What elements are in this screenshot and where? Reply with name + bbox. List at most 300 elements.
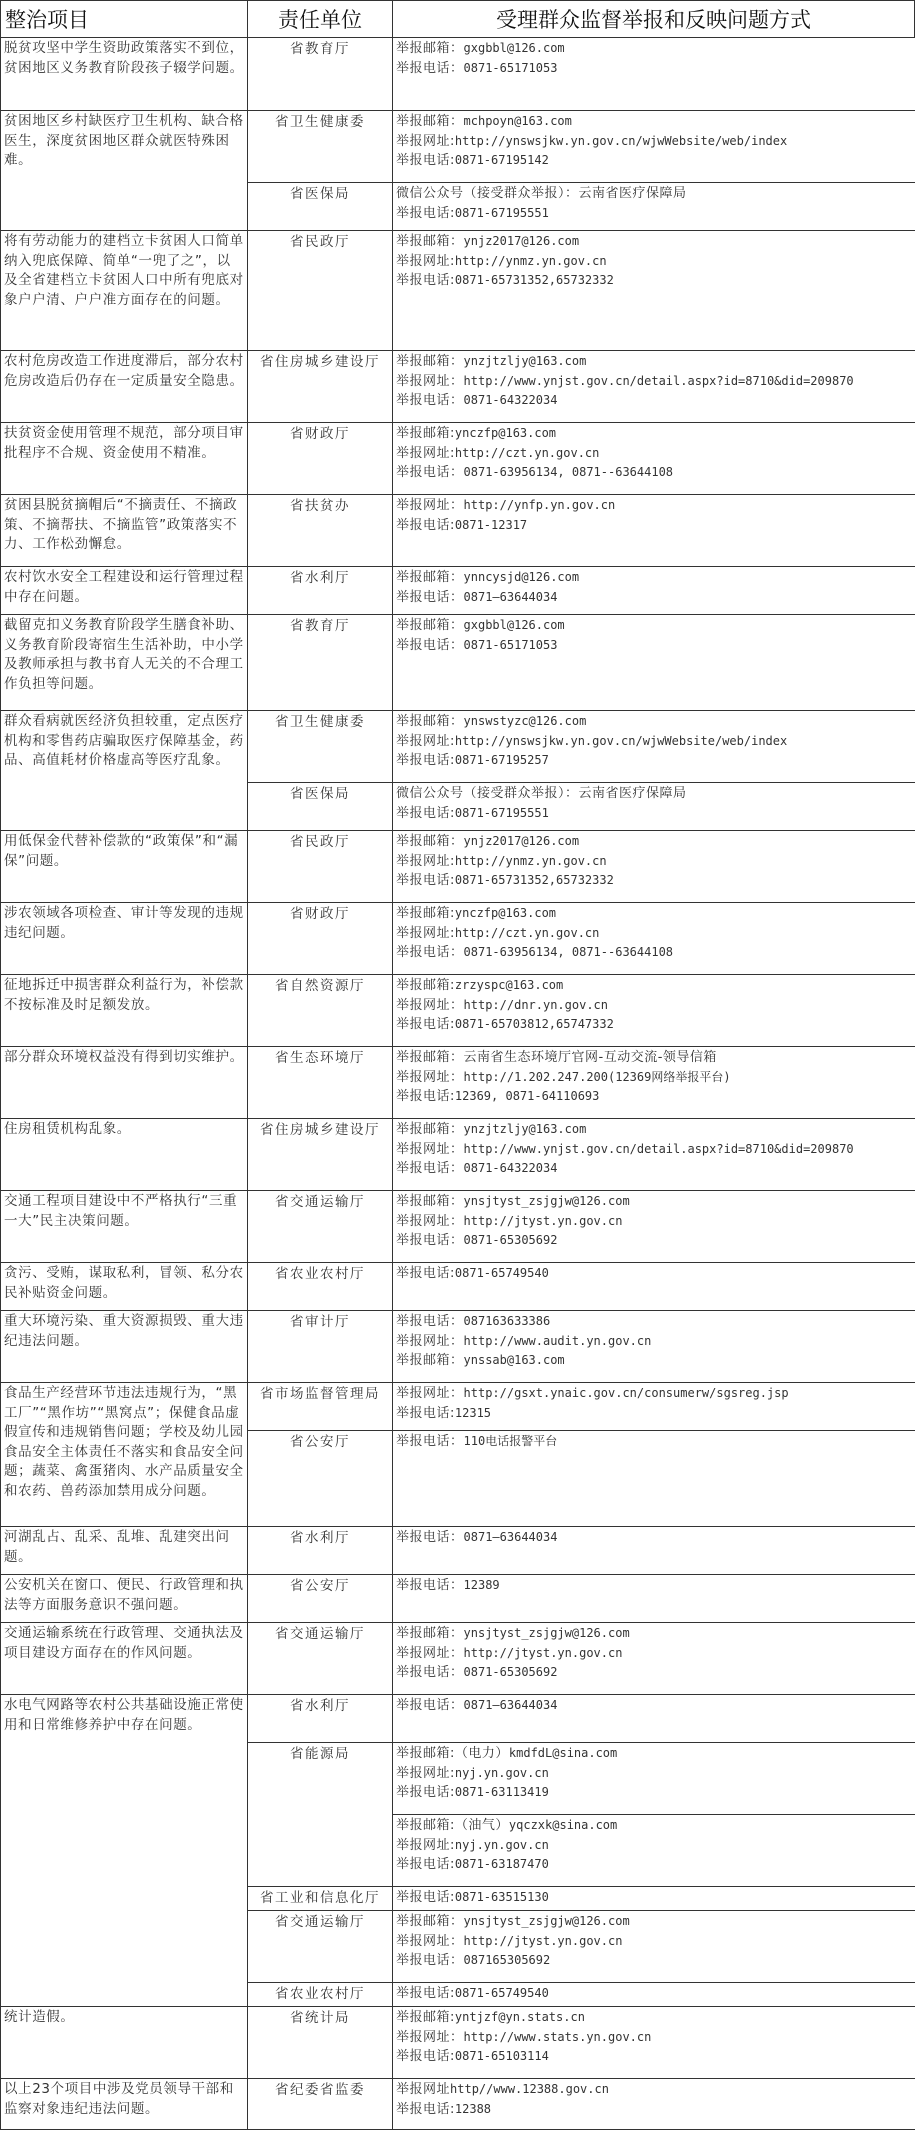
contact-link[interactable]: http://www.ynjst.gov.cn/detail.aspx?id=8710&did=209870	[463, 1141, 854, 1156]
rectification-item: 水电气网路等农村公共基础设施正常使用和日常维修养护中存在问题。	[0, 1694, 248, 2007]
contact-info	[392, 2006, 915, 2079]
contact-value: 0871-67195551	[454, 205, 549, 220]
contact-label: 举报电话:	[396, 1785, 455, 1800]
contact-value: 0871—63644034	[463, 589, 558, 604]
contact-line	[396, 1159, 912, 1179]
contact-value: 0871—63644034	[463, 1698, 558, 1712]
contact-value: 087165305692	[463, 1953, 551, 1967]
rectification-item: 交通工程项目建设中不严格执行“三重一大”民主决策问题。	[0, 1190, 248, 1263]
contact-label: 举报电话:	[396, 2101, 455, 2117]
contact-label: 举报电话：	[396, 1953, 464, 1968]
contact-value: 0871-12317	[454, 517, 528, 532]
contact-link[interactable]: ynzjtzljy@163.com	[463, 354, 587, 368]
contact-value: 0871-65171053	[463, 637, 558, 652]
contact-line	[396, 732, 912, 752]
contact-line	[396, 1264, 912, 1284]
contact-line	[396, 588, 912, 608]
contact-label: 举报邮箱：	[396, 570, 464, 585]
contact-link[interactable]: mchpoyn@163.com	[463, 114, 572, 128]
contact-link[interactable]: gxgbbl@126.com	[463, 618, 565, 632]
contact-label: 举报网址：	[396, 1333, 464, 1349]
responsible-unit: 省公安厅	[247, 1574, 393, 1623]
contact-line	[396, 1663, 912, 1683]
header-item: 整治项目	[0, 0, 248, 38]
responsible-unit: 省能源局	[247, 1742, 393, 1887]
contact-info	[392, 782, 915, 831]
contact-label: 举报电话:	[396, 1857, 455, 1872]
contact-label: 举报网址:	[396, 853, 455, 869]
contact-link[interactable]: http://www.stats.yn.gov.cn	[463, 2029, 652, 2044]
contact-line	[396, 1212, 912, 1232]
contact-value: 0871-63956134, 0871--63644108	[463, 465, 674, 479]
contact-value: 0871-65171053	[463, 60, 558, 75]
contact-label: 举报电话：	[396, 1665, 464, 1680]
contact-label: 举报电话:	[396, 753, 455, 768]
contact-line	[396, 904, 912, 924]
contact-line	[396, 1192, 912, 1212]
rectification-item: 农村饮水安全工程建设和运行管理过程中存在问题。	[0, 566, 248, 615]
contact-link[interactable]: http://ynswsjkw.yn.gov.cn/wjwWebsite/web/index	[454, 733, 788, 748]
responsible-unit: 省教育厅	[247, 614, 393, 711]
contact-value: 0871-65749540	[454, 1986, 549, 2000]
contact-label: 举报邮箱：	[396, 1194, 464, 1209]
contact-line	[396, 2028, 912, 2048]
contact-label: 举报电话:	[396, 805, 455, 821]
contact-link[interactable]: http://ynswsjkw.yn.gov.cn/wjwWebsite/web/index	[454, 133, 788, 148]
contact-link[interactable]: ynjz2017@126.com	[463, 234, 580, 248]
contact-link[interactable]: ynzjtzljy@163.com	[463, 1122, 587, 1136]
responsible-unit: 省农业农村厅	[247, 1982, 393, 2007]
contact-label: 举报电话：	[396, 1698, 464, 1713]
contact-info	[392, 1886, 915, 1911]
contact-info	[392, 1574, 915, 1623]
contact-info	[392, 1046, 915, 1119]
contact-info	[392, 422, 915, 495]
contact-value: 0871-67195551	[454, 805, 549, 820]
contact-value: 0871-65731352,65732332	[454, 273, 614, 287]
responsible-unit: 省扶贫办	[247, 494, 393, 567]
contact-info	[392, 350, 915, 423]
contact-line	[396, 996, 912, 1016]
contact-label: 举报邮箱：	[396, 41, 464, 56]
contact-info	[392, 2078, 915, 2130]
contact-line	[396, 1912, 912, 1932]
contact-line	[396, 712, 912, 732]
contact-link[interactable]: ynczfp@163.com	[454, 426, 557, 440]
contact-label: 微信公众号（接受群众举报）：云南省医疗保障局	[396, 186, 687, 201]
contact-label: 举报邮箱：	[396, 714, 464, 729]
contact-label: 举报邮箱：	[396, 1914, 464, 1929]
contact-label: 举报网址：	[396, 373, 464, 389]
contact-link[interactable]: ynczfp@163.com	[454, 906, 557, 920]
responsible-unit: 省公安厅	[247, 1430, 393, 1527]
contact-value: 12388	[454, 2101, 492, 2116]
contact-link[interactable]: ynssab@163.com	[463, 1353, 565, 1367]
contact-link[interactable]: http://jtyst.yn.gov.cn	[463, 1213, 623, 1228]
contact-line	[396, 424, 912, 444]
contact-label: 举报邮箱：	[396, 114, 464, 129]
contact-label: 举报电话：	[396, 945, 464, 960]
contact-label: 举报邮箱:（电力）	[396, 1746, 509, 1761]
responsible-unit: 省水利厅	[247, 566, 393, 615]
contact-info	[392, 1526, 915, 1575]
contact-label: 举报网址：	[396, 1645, 464, 1661]
contact-link[interactable]: http://dnr.yn.gov.cn	[463, 997, 609, 1012]
contact-label: 举报邮箱：	[396, 234, 464, 249]
contact-value: 0871-65305692	[463, 1233, 558, 1247]
header-unit: 责任单位	[247, 0, 393, 38]
contact-label: 举报电话:	[396, 517, 455, 533]
contact-value: 087163633386	[463, 1314, 551, 1328]
contact-line	[396, 1231, 912, 1251]
contact-label: 举报电话:	[396, 2049, 455, 2064]
contact-value: 0871—63644034	[463, 1530, 558, 1544]
contact-link[interactable]: http//www.12388.gov.cn	[450, 2082, 609, 2096]
responsible-unit: 省教育厅	[247, 37, 393, 111]
contact-info	[392, 1382, 915, 1431]
contact-line	[396, 516, 912, 536]
contact-line	[396, 1624, 912, 1644]
rectification-item: 河湖乱占、乱采、乱堆、乱建突出问题。	[0, 1526, 248, 1575]
contact-line	[396, 496, 912, 516]
contact-line	[396, 832, 912, 852]
contact-label: 举报电话：	[396, 1530, 464, 1545]
contact-line	[396, 463, 912, 483]
contact-line	[396, 636, 912, 656]
contact-label: 举报电话：	[396, 1578, 464, 1593]
contact-line	[396, 1528, 912, 1548]
contact-link[interactable]: zrzyspc@163.com	[454, 978, 564, 992]
contact-line	[396, 1087, 912, 1107]
contact-line	[396, 1816, 912, 1836]
contact-link[interactable]: http://ynmz.yn.gov.cn	[454, 853, 607, 868]
responsible-unit: 省交通运输厅	[247, 1622, 393, 1695]
contact-label: 举报电话:	[396, 1266, 455, 1281]
contact-line	[396, 59, 912, 79]
contact-line	[396, 352, 912, 372]
contact-line	[396, 39, 912, 59]
contact-line	[396, 1644, 912, 1664]
rectification-item: 食品生产经营环节违法违规行为，“黑工厂”“黑作坊”“黑窝点”；保健食品虚假宣传和违规销售问题；学校及幼儿园食品安全主体责任不落实和食品安全问题；蔬菜、禽蛋猪肉、水产品质量安全和农药、兽药添加禁用成分问题。	[0, 1382, 248, 1527]
contact-label: 举报邮箱:	[396, 906, 455, 921]
responsible-unit: 省卫生健康委	[247, 110, 393, 183]
contact-info	[392, 1310, 915, 1383]
responsible-unit: 省工业和信息化厅	[247, 1886, 393, 1911]
contact-line	[396, 1048, 912, 1068]
contact-line	[396, 1120, 912, 1140]
contact-line	[396, 2047, 912, 2067]
contact-info	[392, 1190, 915, 1263]
responsible-unit: 省交通运输厅	[247, 1190, 393, 1263]
contact-link[interactable]: http://czt.yn.gov.cn	[454, 925, 600, 940]
contact-info	[392, 230, 915, 351]
contact-info	[392, 1430, 915, 1527]
contact-value: 0871-65305692	[463, 1665, 558, 1679]
contact-info	[392, 1262, 915, 1311]
contact-link[interactable]: yqczxk@sina.com	[508, 1818, 618, 1832]
responsible-unit: 省医保局	[247, 782, 393, 831]
contact-label: 举报邮箱：	[396, 618, 464, 633]
contact-link[interactable]: http://jtyst.yn.gov.cn	[463, 1933, 623, 1948]
contact-label: 举报网址:	[396, 733, 455, 749]
contact-label: 举报网址：	[396, 997, 464, 1013]
contact-line	[396, 204, 912, 224]
contact-label: 举报网址：	[396, 1933, 464, 1949]
contact-link[interactable]: ynsjtyst_zsjgjw@126.com	[463, 1626, 630, 1640]
contact-value: 12369, 0871-64110693	[454, 1089, 600, 1103]
rectification-item: 脱贫攻坚中学生资助政策落实不到位，贫困地区义务教育阶段孩子辍学问题。	[0, 37, 248, 111]
contact-line	[396, 976, 912, 996]
contact-label: 举报电话：	[396, 465, 464, 480]
contact-value: 0871-64322034	[463, 393, 558, 407]
contact-info	[392, 1982, 915, 2007]
responsible-unit: 省自然资源厅	[247, 974, 393, 1047]
contact-link[interactable]: http://ynfp.yn.gov.cn	[463, 498, 616, 512]
contact-line	[396, 184, 912, 204]
contact-label: 举报邮箱:	[396, 426, 455, 441]
rectification-item: 截留克扣义务教育阶段学生膳食补助、义务教育阶段寄宿生生活补助，中小学及教师承担与教书育人无关的不合理工作负担等问题。	[0, 614, 248, 711]
contact-info	[392, 710, 915, 783]
contact-label: 举报邮箱：	[396, 834, 464, 849]
contact-label: 举报电话:	[396, 1986, 455, 2001]
contact-info	[392, 110, 915, 183]
contact-info	[392, 566, 915, 615]
contact-label: 举报电话:	[396, 1405, 455, 1421]
rectification-item: 统计造假。	[0, 2006, 248, 2079]
rectification-item: 将有劳动能力的建档立卡贫困人口简单纳入兜底保障、简单“一兜了之”，以及全省建档立卡贫困人口中所有兜底对象户户清、户户准方面存在的问题。	[0, 230, 248, 351]
contact-line	[396, 924, 912, 944]
contact-label: 举报电话:	[396, 205, 455, 221]
contact-line	[396, 1764, 912, 1784]
contact-label: 举报邮箱：	[396, 1626, 464, 1641]
contact-link[interactable]: nyj.yn.gov.cn	[454, 1837, 549, 1852]
contact-line	[396, 1015, 912, 1035]
contact-line	[396, 1836, 912, 1856]
contact-value: 0871-67195257	[454, 753, 549, 767]
contact-line	[396, 444, 912, 464]
responsible-unit: 省民政厅	[247, 230, 393, 351]
contact-label: 举报电话:	[396, 1089, 455, 1104]
rectification-item: 住房租赁机构乱象。	[0, 1118, 248, 1191]
contact-line	[396, 852, 912, 872]
responsible-unit: 省财政厅	[247, 422, 393, 495]
contact-link[interactable]: http://www.ynjst.gov.cn/detail.aspx?id=8710&did=209870	[463, 373, 854, 388]
contact-line	[396, 112, 912, 132]
contact-link[interactable]: http://www.audit.yn.gov.cn	[463, 1333, 652, 1348]
rectification-item: 交通运输系统在行政管理、交通执法及项目建设方面存在的作风问题。	[0, 1622, 248, 1695]
contact-link[interactable]: ynjz2017@126.com	[463, 834, 580, 848]
contact-value: 12389	[463, 1578, 500, 1592]
contact-link[interactable]: yntjzf@yn.stats.cn	[454, 2010, 585, 2024]
contact-info	[392, 1622, 915, 1695]
responsible-unit: 省住房城乡建设厅	[247, 350, 393, 423]
rectification-item: 公安机关在窗口、便民、行政管理和执法等方面服务意识不强问题。	[0, 1574, 248, 1623]
contact-label: 举报网址:	[396, 925, 455, 941]
rectification-item: 扶贫资金使用管理不规范，部分项目审批程序不合规、资金使用不精准。	[0, 422, 248, 495]
contact-line	[396, 1432, 912, 1452]
contact-label: 举报电话：	[396, 393, 464, 408]
contact-label: 举报电话：	[396, 1314, 464, 1329]
contact-label: 举报电话：	[396, 60, 464, 76]
responsible-unit: 省生态环境厅	[247, 1046, 393, 1119]
header-contact: 受理群众监督举报和反映问题方式	[392, 0, 915, 38]
contact-line	[396, 1312, 912, 1332]
rectification-item: 贪污、受贿，谋取私利，冒领、私分农民补贴资金问题。	[0, 1262, 248, 1311]
contact-link[interactable]: ynsjtyst_zsjgjw@126.com	[463, 1914, 630, 1928]
contact-line	[396, 132, 912, 152]
contact-line	[396, 1140, 912, 1160]
contact-label: 微信公众号（接受群众举报）：云南省医疗保障局	[396, 786, 687, 801]
contact-label: 举报邮箱：	[396, 1122, 464, 1137]
responsible-unit: 省纪委省监委	[247, 2078, 393, 2130]
responsible-unit: 省农业农村厅	[247, 1262, 393, 1311]
rectification-item: 群众看病就医经济负担较重，定点医疗机构和零售药店骗取医疗保障基金，药品、高值耗材价格虚高等医疗乱象。	[0, 710, 248, 831]
contact-link[interactable]: ynncysjd@126.com	[463, 570, 580, 584]
contact-line	[396, 1932, 912, 1952]
contact-info	[392, 830, 915, 903]
rectification-item: 农村危房改造工作进度滞后，部分农村危房改造后仍存在一定质量安全隐患。	[0, 350, 248, 423]
rectification-item: 贫困地区乡村缺医疗卫生机构、缺合格医生，深度贫困地区群众就医特殊困难。	[0, 110, 248, 231]
contact-label: 举报网址:	[396, 133, 455, 149]
contact-line	[396, 271, 912, 291]
contact-info	[392, 974, 915, 1047]
contact-line	[396, 804, 912, 824]
rectification-item: 贫困县脱贫摘帽后“不摘责任、不摘政策、不摘帮扶、不摘监管”政策落实不力、工作松劲懈怠。	[0, 494, 248, 567]
contact-link[interactable]: kmdfdL@sina.com	[508, 1746, 618, 1760]
contact-link[interactable]: ynswstyzc@126.com	[463, 714, 587, 728]
contact-label: 举报电话：	[396, 1233, 464, 1248]
contact-label: 举报邮箱：	[396, 1353, 464, 1368]
contact-label: 举报网址:	[396, 1837, 455, 1853]
responsible-unit: 省住房城乡建设厅	[247, 1118, 393, 1191]
contact-line	[396, 943, 912, 963]
contact-value: 0871-63187470	[454, 1857, 549, 1871]
contact-label: 举报网址:	[396, 253, 455, 269]
contact-line	[396, 391, 912, 411]
contact-label: 举报邮箱:（油气）	[396, 1818, 509, 1833]
contact-line	[396, 1404, 912, 1424]
contact-line	[396, 252, 912, 272]
contact-label: 举报电话：	[396, 637, 464, 653]
contact-label: 举报电话：	[396, 589, 464, 605]
contact-line	[396, 871, 912, 891]
contact-line	[396, 151, 912, 171]
contact-link[interactable]: http://gsxt.ynaic.gov.cn/consumerw/sgsreg.jsp	[463, 1386, 789, 1400]
contact-line	[396, 1951, 912, 1971]
contact-line	[396, 751, 912, 771]
contact-line	[396, 1984, 912, 2004]
contact-info	[392, 1814, 915, 1887]
responsible-unit: 省审计厅	[247, 1310, 393, 1383]
contact-label: 举报电话：	[396, 1434, 464, 1449]
contact-line	[396, 1068, 912, 1088]
contact-value: 0871-64322034	[463, 1161, 558, 1175]
contact-line	[396, 1576, 912, 1596]
contact-label: 举报网址:	[396, 1765, 455, 1781]
contact-value: 12315	[454, 1405, 492, 1420]
rectification-item: 部分群众环境权益没有得到切实维护。	[0, 1046, 248, 1119]
contact-link[interactable]: ynsjtyst_zsjgjw@126.com	[463, 1194, 630, 1208]
responsible-unit: 省民政厅	[247, 830, 393, 903]
contact-info	[392, 37, 915, 111]
contact-line	[396, 1332, 912, 1352]
contact-line	[396, 372, 912, 392]
contact-info	[392, 182, 915, 231]
contact-label: 举报网址：	[396, 2029, 464, 2045]
contact-label: 举报电话：	[396, 1161, 464, 1176]
contact-link[interactable]: http://1.202.247.200(12369网络举报平台)	[463, 1069, 731, 1084]
contact-line	[396, 1696, 912, 1716]
contact-label: 举报电话:	[396, 1890, 455, 1905]
contact-line	[396, 784, 912, 804]
contact-line	[396, 232, 912, 252]
contact-label: 举报网址：	[396, 1069, 464, 1085]
contact-label: 举报电话:	[396, 273, 455, 288]
contact-value: 0871-65749540	[454, 1266, 549, 1280]
rectification-item: 征地拆迁中损害群众利益行为，补偿款不按标准及时足额发放。	[0, 974, 248, 1047]
contact-link[interactable]: http://ynmz.yn.gov.cn	[454, 253, 607, 268]
contact-line	[396, 1783, 912, 1803]
contact-label: 举报网址：	[396, 1141, 464, 1157]
contact-label: 举报邮箱:	[396, 2010, 455, 2025]
contact-line	[396, 568, 912, 588]
contact-label: 举报电话:	[396, 153, 455, 168]
contact-value: 0871-63515130	[454, 1890, 549, 1904]
contact-line	[396, 1888, 912, 1908]
contact-line	[396, 1855, 912, 1875]
contact-link[interactable]: gxgbbl@126.com	[463, 41, 565, 55]
contact-line	[396, 616, 912, 636]
responsible-unit: 省市场监督管理局	[247, 1382, 393, 1431]
responsible-unit: 省水利厅	[247, 1694, 393, 1743]
contact-info	[392, 614, 915, 711]
contact-line	[396, 2100, 912, 2120]
rectification-item: 以上23个项目中涉及党员领导干部和监察对象违纪违法问题。	[0, 2078, 248, 2130]
rectification-item: 用低保金代替补偿款的“政策保”和“漏保”问题。	[0, 830, 248, 903]
contact-info	[392, 1742, 915, 1815]
contact-label: 举报邮箱：	[396, 354, 464, 369]
contact-link[interactable]: http://czt.yn.gov.cn	[454, 445, 600, 460]
contact-label: 举报电话:	[396, 873, 455, 888]
contact-line	[396, 2080, 912, 2100]
contact-value: 0871-63956134, 0871--63644108	[463, 945, 674, 959]
contact-info	[392, 902, 915, 975]
contact-label: 举报邮箱：云南省生态环境厅官网-互动交流-领导信箱	[396, 1050, 717, 1065]
contact-info	[392, 1118, 915, 1191]
responsible-unit: 省统计局	[247, 2006, 393, 2079]
contact-value: 0871-65103114	[454, 2049, 549, 2063]
contact-link[interactable]: nyj.yn.gov.cn	[454, 1765, 549, 1780]
responsible-unit: 省交通运输厅	[247, 1910, 393, 1983]
responsible-unit: 省财政厅	[247, 902, 393, 975]
contact-value: 110电话报警平台	[463, 1434, 558, 1448]
contact-label: 举报网址：	[396, 1386, 464, 1401]
contact-info	[392, 1910, 915, 1983]
contact-line	[396, 1351, 912, 1371]
rectification-item: 重大环境污染、重大资源损毁、重大违纪违法问题。	[0, 1310, 248, 1383]
contact-info	[392, 494, 915, 567]
contact-info	[392, 1694, 915, 1743]
contact-link[interactable]: http://jtyst.yn.gov.cn	[463, 1645, 623, 1660]
contact-line	[396, 2008, 912, 2028]
responsible-unit: 省医保局	[247, 182, 393, 231]
contact-label: 举报网址：	[396, 1213, 464, 1229]
responsible-unit: 省卫生健康委	[247, 710, 393, 783]
contact-label: 举报邮箱:	[396, 978, 455, 993]
contact-label: 举报网址：	[396, 498, 464, 513]
contact-label: 举报网址	[396, 2082, 451, 2097]
rectification-item: 涉农领域各项检查、审计等发现的违规违纪问题。	[0, 902, 248, 975]
